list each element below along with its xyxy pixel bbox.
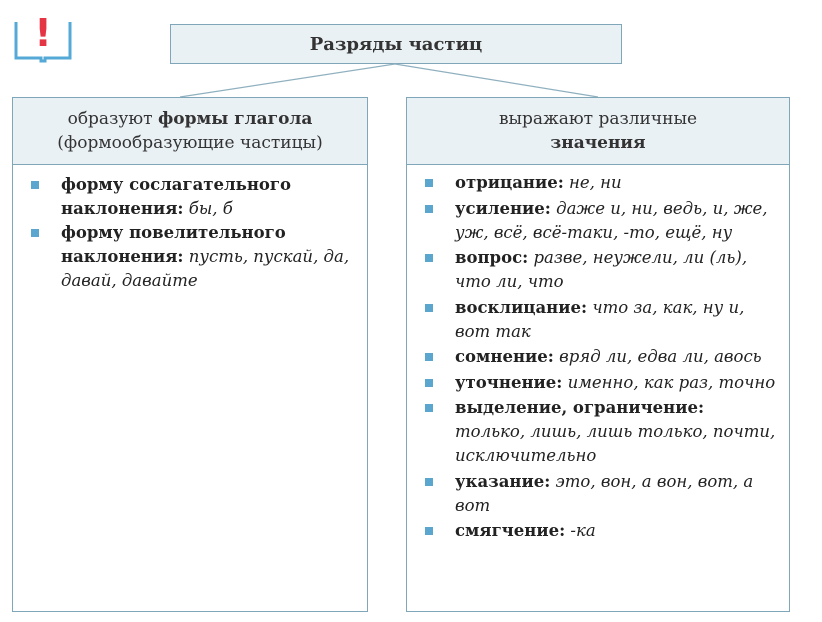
list-item	[29, 173, 357, 221]
item-examples: пусть, пускай, да, давай, давайте	[61, 247, 350, 290]
list-item	[423, 296, 779, 344]
square-bullet-icon	[31, 181, 39, 189]
list-item	[423, 470, 779, 518]
square-bullet-icon	[425, 379, 433, 387]
left-list	[13, 165, 367, 293]
square-bullet-icon	[425, 527, 433, 535]
square-bullet-icon	[425, 254, 433, 262]
left-header-bold: формы глагола	[157, 109, 313, 129]
svg-text:!: !	[34, 11, 52, 55]
item-examples: это, вон, а вон, вот, а вот	[455, 471, 754, 515]
square-bullet-icon	[425, 404, 433, 412]
exclamation-book-icon	[12, 8, 74, 64]
item-examples: не, ни	[569, 173, 622, 192]
left-column-header	[13, 98, 367, 165]
item-examples: бы, б	[188, 199, 233, 218]
right-column	[406, 97, 790, 612]
left-header-prefix: образуют	[67, 109, 158, 129]
item-examples: даже и, ни, ведь, и, же, уж, всё, всё-таки, -то, ещё, ну	[455, 198, 768, 242]
square-bullet-icon	[31, 229, 39, 237]
list-item	[423, 371, 779, 395]
item-term: сомнение:	[455, 347, 554, 366]
item-term: указание:	[455, 471, 551, 491]
item-term: вопрос:	[455, 248, 529, 267]
square-bullet-icon	[425, 353, 433, 361]
left-column	[12, 97, 368, 612]
list-item	[423, 171, 779, 195]
left-header-line2: (формообразующие частицы)	[57, 133, 323, 153]
item-term: усиление:	[455, 198, 551, 218]
right-list	[407, 165, 789, 543]
list-item	[423, 396, 779, 468]
item-examples: только, лишь, лишь только, почти, исключительно	[455, 422, 776, 465]
diagram-title	[170, 24, 622, 64]
list-item	[423, 197, 779, 245]
item-examples: именно, как раз, точно	[567, 372, 776, 392]
list-item	[423, 519, 779, 543]
square-bullet-icon	[425, 179, 433, 187]
item-term: смягчение:	[455, 521, 566, 540]
list-item	[423, 345, 779, 369]
item-term: форму повелительного наклонения:	[61, 223, 286, 266]
item-term: восклицание:	[455, 297, 588, 317]
right-header-line2: значения	[550, 133, 646, 153]
item-examples: -ка	[570, 521, 596, 540]
item-term: форму сослагательного наклонения:	[61, 175, 292, 218]
square-bullet-icon	[425, 205, 433, 213]
square-bullet-icon	[425, 304, 433, 312]
diagram-title-text: Разряды частиц	[309, 33, 483, 55]
item-examples: разве, неужели, ли (ль), что ли, что	[455, 248, 748, 291]
list-item	[29, 221, 357, 293]
right-column-header	[407, 98, 789, 165]
square-bullet-icon	[425, 478, 433, 486]
item-term: отрицание:	[455, 173, 564, 192]
item-term: выделение, ограничение:	[455, 398, 705, 417]
item-examples: что за, как, ну и, вот так	[455, 297, 745, 341]
item-term: уточнение:	[455, 372, 563, 392]
list-item	[423, 246, 779, 294]
right-header-line1: выражают различные	[498, 109, 698, 129]
item-examples: вряд ли, едва ли, авось	[559, 347, 762, 366]
